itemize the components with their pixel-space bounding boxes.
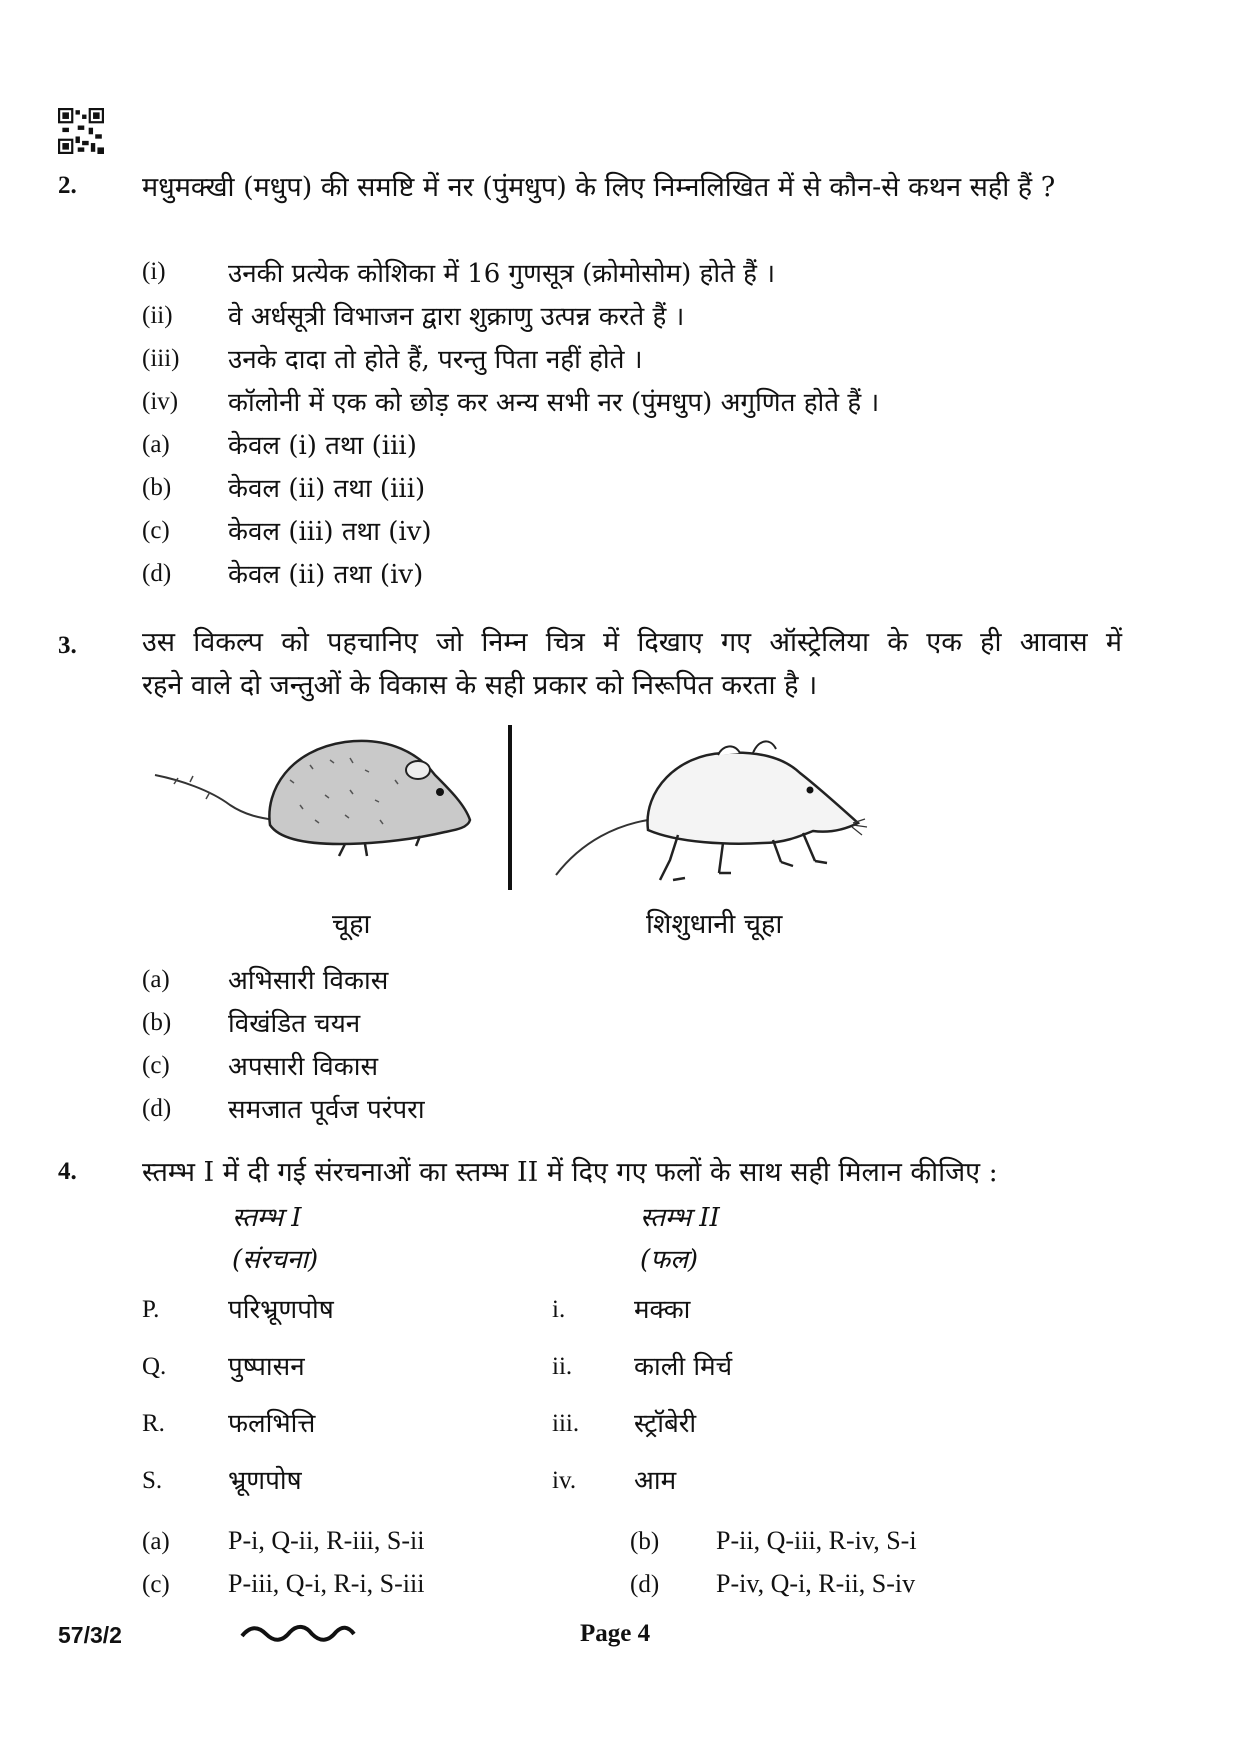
q2-statement-label: (i): [142, 258, 166, 285]
marsupial-mouse-figure: [548, 735, 878, 895]
match-row-label: Q.: [142, 1353, 167, 1380]
q4-option-c-text: P-iii, Q-i, R-i, S-iii: [228, 1569, 425, 1598]
figure-divider: [508, 725, 512, 890]
q2-statement-text: वे अर्धसूत्री विभाजन द्वारा शुक्राणु उत्पन्न करते हैं ।: [228, 302, 685, 332]
q2-option-a-label: (a): [142, 431, 170, 458]
question-3-stem-line1: उस विकल्प को पहचानिए जो निम्न चित्र में दिखाए गए ऑस्ट्रेलिया के एक ही आवास में: [142, 627, 1122, 658]
match-row-label: R.: [142, 1410, 165, 1437]
q4-option-a-text: P-i, Q-ii, R-iii, S-ii: [228, 1526, 425, 1555]
question-3-number: 3.: [58, 632, 77, 659]
figure-caption-rat: चूहा: [332, 909, 371, 940]
q2-statement-label: (iii): [142, 345, 180, 372]
column-2-title: स्तम्भ II: [640, 1203, 720, 1233]
q2-statement-label: (iv): [142, 388, 179, 415]
question-2-number: 2.: [58, 172, 77, 199]
column-2-subtitle: (फल): [640, 1245, 698, 1275]
q2-statement-text: कॉलोनी में एक को छोड़ कर अन्य सभी नर (पुंमधुप) अगुणित होते हैं ।: [228, 388, 880, 418]
rat-figure: [150, 720, 480, 870]
q3-option-c-label: (c): [142, 1052, 170, 1079]
q2-option-c-label: (c): [142, 517, 170, 544]
qr-code-icon: [58, 108, 104, 154]
q3-option-c-text: अपसारी विकास: [228, 1052, 379, 1082]
column-1-title: स्तम्भ I: [232, 1203, 302, 1233]
wave-ornament-icon: [240, 1622, 356, 1646]
match-row-structure: पुष्पासन: [228, 1352, 305, 1382]
q3-option-a-label: (a): [142, 966, 170, 993]
q2-statement-text: उनकी प्रत्येक कोशिका में 16 गुणसूत्र (क्रोमोसोम) होते हैं ।: [228, 259, 776, 289]
q2-option-a-text: केवल (i) तथा (iii): [228, 431, 417, 461]
q3-option-a-text: अभिसारी विकास: [228, 966, 389, 996]
q4-option-b-label: (b): [630, 1528, 660, 1555]
q3-option-b-text: विखंडित चयन: [228, 1009, 361, 1039]
q2-option-d-label: (d): [142, 560, 172, 587]
q4-option-b-text: P-ii, Q-iii, R-iv, S-i: [716, 1526, 917, 1555]
match-row-structure: परिभ्रूणपोष: [228, 1295, 334, 1325]
q2-statement-label: (ii): [142, 302, 173, 329]
question-4-number: 4.: [58, 1158, 77, 1185]
q3-option-b-label: (b): [142, 1009, 172, 1036]
q4-option-d-text: P-iv, Q-i, R-ii, S-iv: [716, 1569, 916, 1598]
q2-statement-text: उनके दादा तो होते हैं, परन्तु पिता नहीं होते ।: [228, 345, 643, 375]
q4-option-d-label: (d): [630, 1571, 660, 1598]
q4-option-c-label: (c): [142, 1571, 170, 1598]
q2-option-b-label: (b): [142, 474, 172, 501]
match-row-structure: भ्रूणपोष: [228, 1466, 302, 1496]
question-4-stem: स्तम्भ I में दी गई संरचनाओं का स्तम्भ II में दिए गए फलों के साथ सही मिलान कीजिए :: [142, 1157, 998, 1188]
figure-caption-marsupial-mouse: शिशुधानी चूहा: [646, 909, 783, 940]
q2-option-b-text: केवल (ii) तथा (iii): [228, 474, 426, 504]
match-row-structure: फलभित्ति: [228, 1409, 316, 1439]
question-3-stem-line2: रहने वाले दो जन्तुओं के विकास के सही प्रकार को निरूपित करता है ।: [142, 670, 818, 701]
q3-option-d-text: समजात पूर्वज परंपरा: [228, 1095, 425, 1125]
match-row-roman: iv.: [552, 1467, 577, 1494]
match-row-roman: iii.: [552, 1410, 580, 1437]
q2-option-d-text: केवल (ii) तथा (iv): [228, 560, 424, 590]
match-row-roman: i.: [552, 1296, 566, 1323]
question-2-stem: मधुमक्खी (मधुप) की समष्टि में नर (पुंमधुप) के लिए निम्नलिखित में से कौन-से कथन सही हैं ?: [142, 172, 1056, 203]
paper-code: 57/3/2: [58, 1622, 122, 1648]
column-1-subtitle: (संरचना): [232, 1245, 319, 1275]
q2-option-c-text: केवल (iii) तथा (iv): [228, 517, 432, 547]
page-number: Page 4: [580, 1620, 651, 1647]
match-row-fruit: मक्का: [634, 1295, 691, 1325]
match-row-fruit: स्ट्रॉबेरी: [634, 1409, 697, 1439]
match-row-label: S.: [142, 1467, 163, 1494]
match-row-label: P.: [142, 1296, 160, 1323]
match-row-fruit: आम: [634, 1466, 677, 1496]
match-row-roman: ii.: [552, 1353, 573, 1380]
match-row-fruit: काली मिर्च: [634, 1352, 733, 1382]
q4-option-a-label: (a): [142, 1528, 170, 1555]
q3-option-d-label: (d): [142, 1095, 172, 1122]
